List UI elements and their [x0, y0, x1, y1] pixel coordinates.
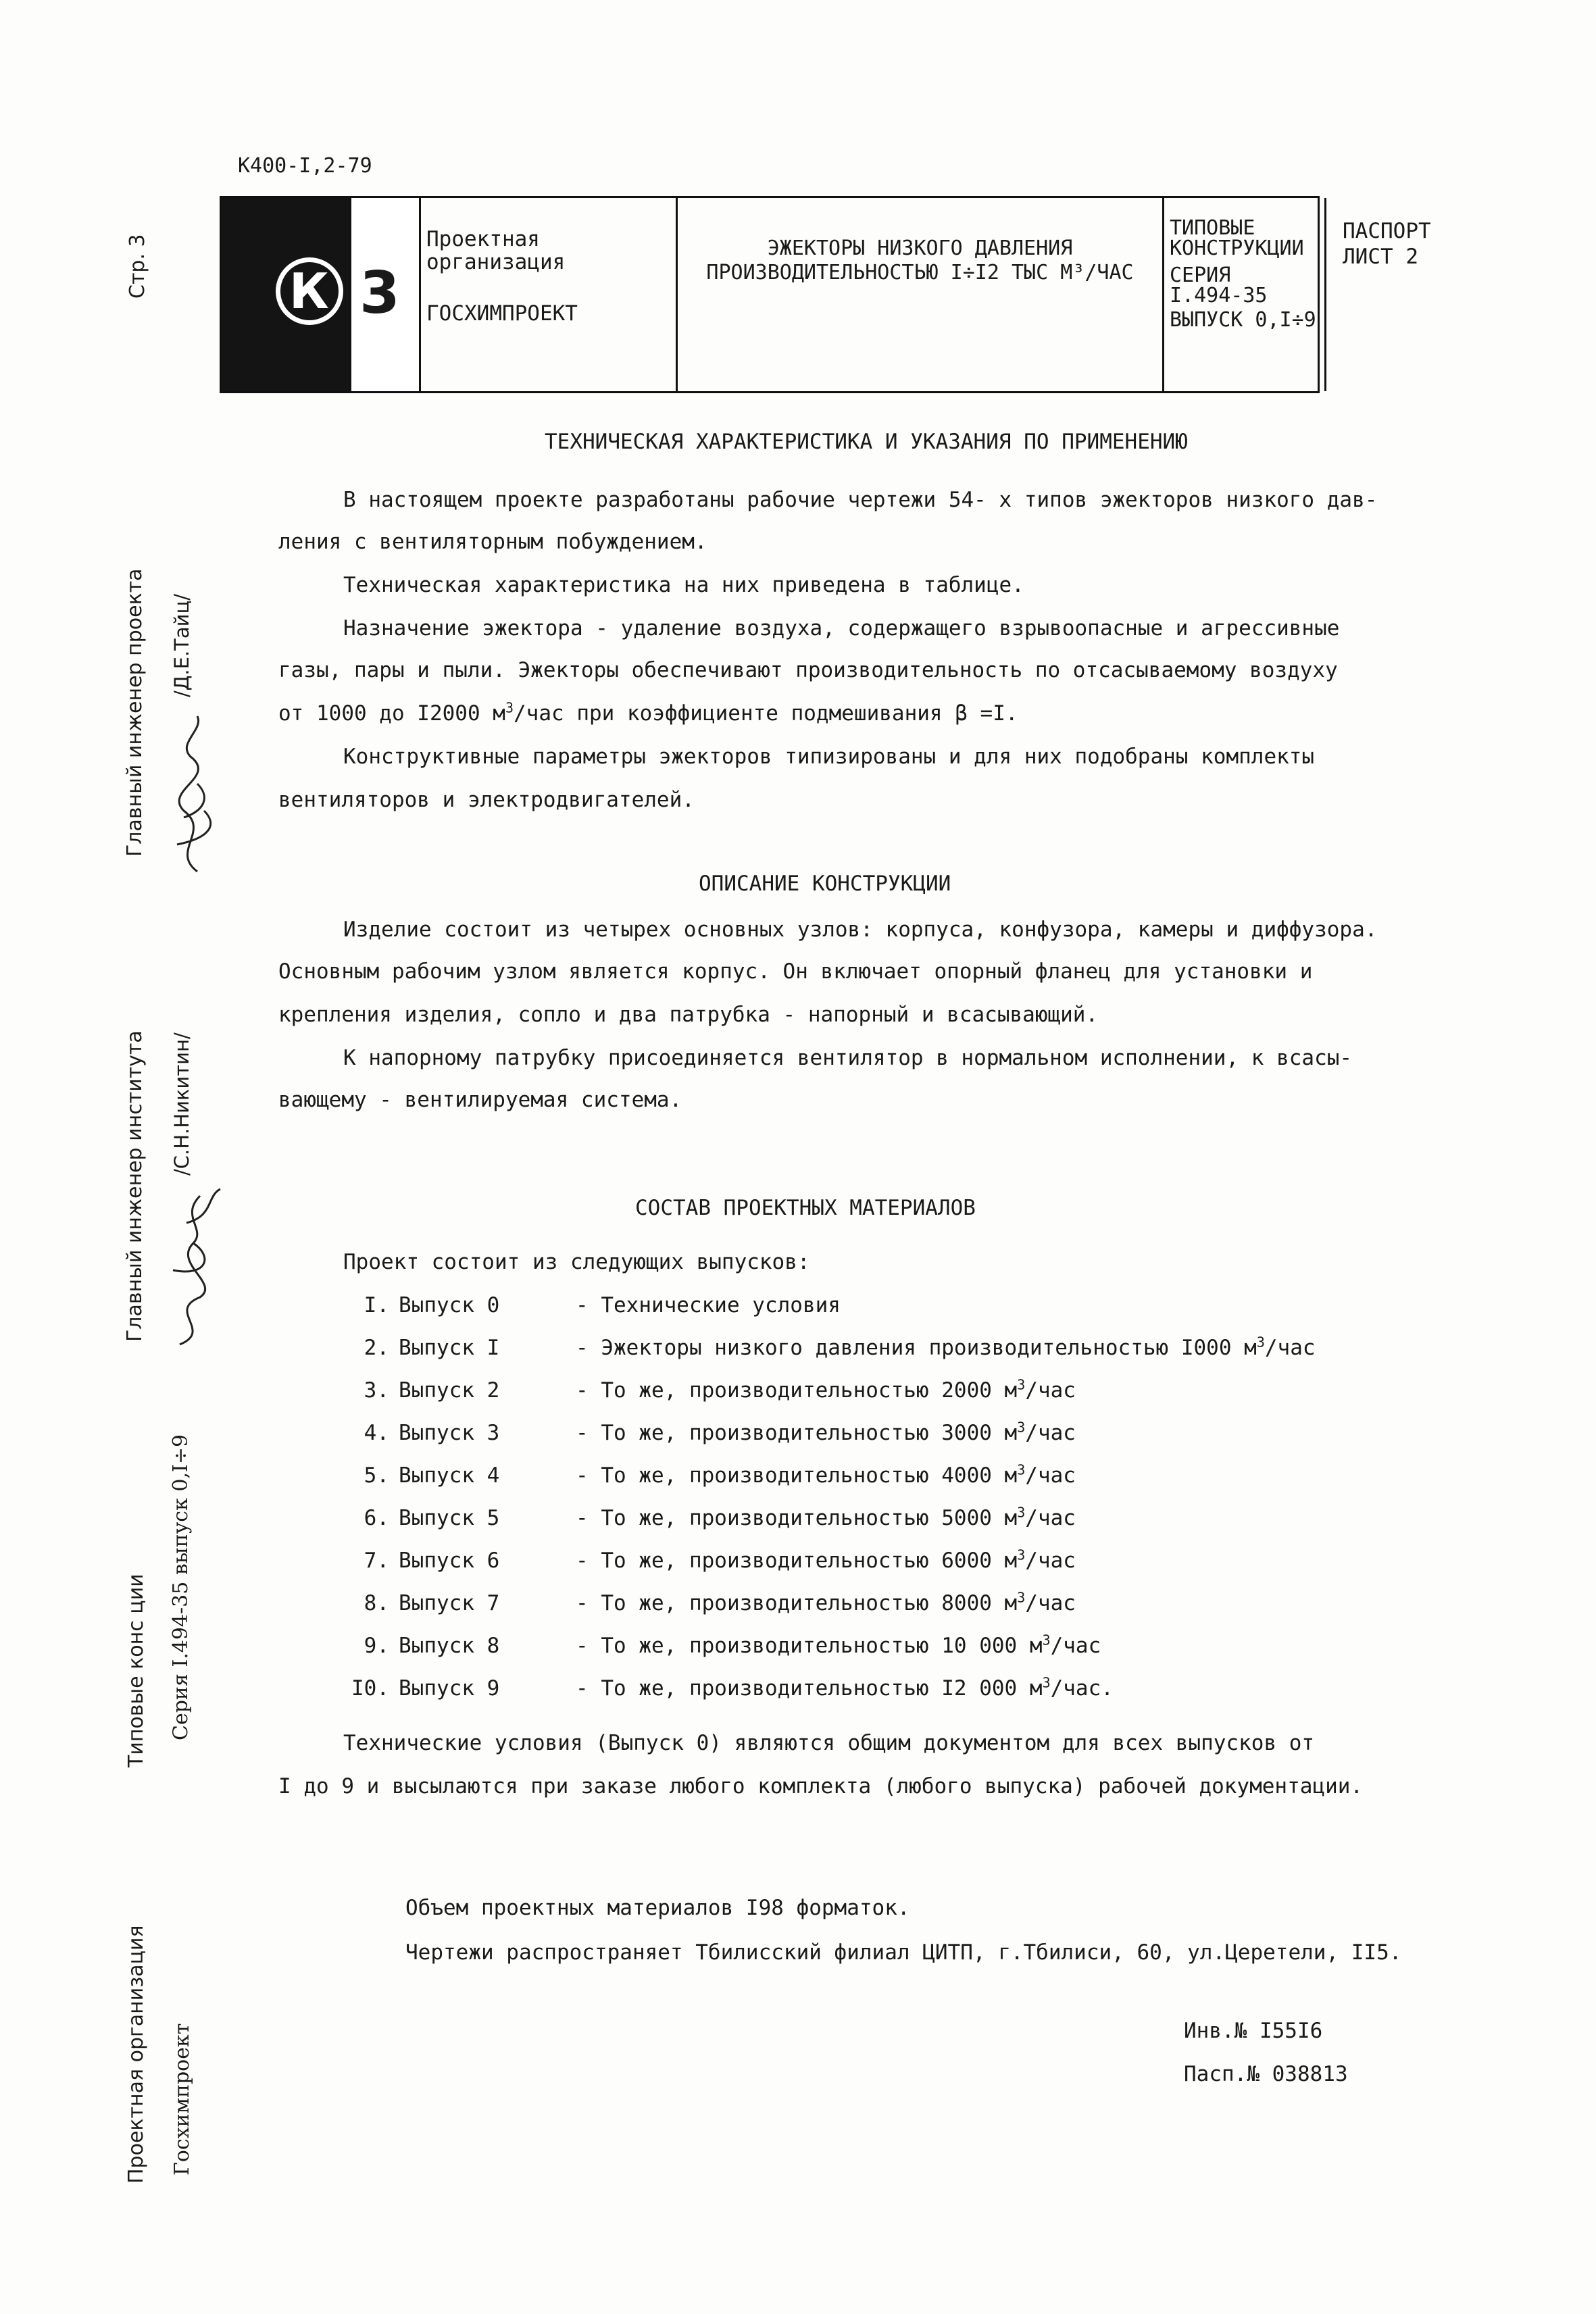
paragraph-line: Конструктивные параметры эжекторов типизированы и для них подобраны комплекты [343, 745, 1315, 769]
series-line-4: I.494-35 [1170, 284, 1268, 307]
paragraph-line: вающему - вентилируемая система. [278, 1088, 682, 1112]
typical-constructions-label: Типовые конс ции [124, 1574, 148, 1767]
logo-letter: К [289, 263, 329, 320]
item-description: - Эжекторы низкого давления производительностью I000 м [576, 1336, 1257, 1360]
section-heading-characteristics: ТЕХНИЧЕСКАЯ ХАРАКТЕРИСТИКА И УКАЗАНИЯ ПО ПРИМЕНЕНИЮ [545, 430, 1188, 454]
list-intro: Проект состоит из следующих выпусков: [343, 1250, 810, 1274]
title-line-1: ЭЖЕКТОРЫ НИЗКОГО ДАВЛЕНИЯ [767, 236, 1073, 260]
note-line: Технические условия (Выпуск 0) являются общим документом для всех выпусков от [343, 1731, 1315, 1755]
item-unit-tail: /час [1264, 1336, 1316, 1360]
list-item [332, 1546, 1076, 1573]
item-issue: Выпуск 2 [399, 1378, 500, 1403]
item-number: 4. [364, 1421, 389, 1445]
title-line-2: ПРОИЗВОДИТЕЛЬНОСТЬЮ I÷I2 ТЫС М³/ЧАС [706, 261, 1134, 284]
item-description: - То же, производительностью 5000 м [576, 1506, 1018, 1530]
item-description: - То же, производительностью 6000 м [576, 1549, 1018, 1573]
item-number: 2. [364, 1336, 389, 1360]
signature-project [157, 703, 231, 878]
series-cell [1162, 198, 1324, 391]
signature-institute [153, 1176, 227, 1351]
item-unit-exponent: 3 [1256, 1334, 1265, 1351]
list-item [332, 1336, 1316, 1360]
item-issue: Выпуск 5 [399, 1506, 500, 1530]
item-number: 3. [364, 1378, 389, 1403]
item-number: I0. [351, 1676, 389, 1701]
paragraph-line: газы, пары и пыли. Эжекторы обеспечивают производительность по отсасываемому воздуху [278, 658, 1338, 682]
item-description: - То же, производительностью I2 000 м [576, 1676, 1043, 1701]
sheet-number: ЛИСТ 2 [1343, 245, 1418, 269]
org-label: Проектная организация [426, 227, 566, 274]
item-unit-tail: /час [1025, 1463, 1076, 1488]
item-issue: Выпуск 7 [399, 1591, 500, 1615]
sheet-type: ПАСПОРТ [1343, 219, 1431, 243]
item-description: - Технические условия [576, 1293, 841, 1317]
item-unit-exponent: 3 [1017, 1589, 1026, 1606]
paragraph-line: Основным рабочим узлом является корпус. Он включает опорный фланец для установки и [278, 959, 1313, 984]
passport-number: Пасп.№ 038813 [1184, 2062, 1348, 2086]
chief-engineer-institute-label: Главный инженер института [123, 1030, 147, 1342]
item-description: - То же, производительностью 10 000 м [576, 1634, 1043, 1658]
logo-number-cell [349, 198, 419, 391]
note-line: I до 9 и высылаются при заказе любого комплекта (любого выпуска) рабочей документации. [278, 1774, 1364, 1799]
item-unit-tail: /час [1025, 1421, 1076, 1445]
item-unit-tail: /час [1050, 1634, 1101, 1658]
item-number: 8. [364, 1591, 389, 1615]
item-unit-exponent: 3 [1042, 1632, 1051, 1649]
item-number: 9. [364, 1634, 389, 1658]
item-number: 7. [364, 1549, 389, 1573]
item-issue: Выпуск 3 [399, 1421, 500, 1445]
paragraph-line: Техническая характеристика на них приведена в таблице. [343, 573, 1024, 597]
item-unit-exponent: 3 [1017, 1504, 1026, 1521]
item-number: 6. [364, 1506, 389, 1530]
item-unit-tail: /час [1025, 1506, 1076, 1530]
org-name: ГОСХИМПРОЕКТ [426, 301, 578, 326]
list-item [332, 1293, 841, 1317]
list-item [332, 1676, 1114, 1701]
document-code: К400-I,2-79 [238, 154, 372, 178]
list-item [332, 1463, 1076, 1488]
paragraph-line: ления с вентиляторным побуждением. [278, 530, 707, 554]
paragraph-line: Изделие состоит из четырех основных узлов: корпуса, конфузора, камеры и диффузора. [343, 917, 1378, 942]
title-block [220, 196, 1431, 393]
list-item [332, 1634, 1101, 1658]
section-heading-materials: СОСТАВ ПРОЕКТНЫХ МАТЕРИАЛОВ [635, 1196, 976, 1220]
item-unit-exponent: 3 [1017, 1376, 1026, 1393]
logo-number: 3 [359, 259, 400, 327]
item-issue: Выпуск 4 [399, 1463, 500, 1488]
sheet-cell [1324, 198, 1491, 391]
page-number: Стр. 3 [126, 234, 149, 299]
item-unit-tail: /час [1025, 1549, 1076, 1573]
chief-engineer-institute-name: /С.Н.Никитин/ [170, 1032, 193, 1176]
item-description: - То же, производительностью 2000 м [576, 1378, 1018, 1403]
chief-engineer-project-label: Главный инженер проекта [123, 568, 147, 857]
inventory-number: Инв.№ I55I6 [1184, 2019, 1323, 2043]
item-unit-exponent: 3 [1017, 1461, 1026, 1478]
design-org-label: Проектная организация [124, 1925, 148, 2184]
section-heading-construction: ОПИСАНИЕ КОНСТРУКЦИИ [699, 872, 951, 896]
list-item [332, 1506, 1076, 1530]
item-unit-exponent: 3 [1042, 1674, 1051, 1691]
paragraph-line: вентиляторов и электродвигателей. [278, 788, 695, 812]
paragraph-line: В настоящем проекте разработаны рабочие чертежи 54- х типов эжекторов низкого дав- [343, 488, 1378, 512]
design-org-name: Госхимпроект [170, 2023, 194, 2175]
distribution-note: Чертежи распространяет Тбилисский филиал ЦИТП, г.Тбилиси, 60, ул.Церетели, II5. [405, 1940, 1402, 1965]
paragraph-line: от 1000 до I2000 $м^3$/час при коэффициенте подмешивания β =I. [278, 699, 1018, 726]
item-number: I. [364, 1293, 389, 1317]
item-unit-exponent: 3 [1017, 1546, 1026, 1563]
item-issue: Выпуск 0 [399, 1293, 500, 1317]
item-unit-tail: /час. [1050, 1676, 1114, 1701]
item-issue: Выпуск 9 [399, 1676, 500, 1701]
item-issue: Выпуск 8 [399, 1634, 500, 1658]
list-item [332, 1591, 1076, 1615]
org-cell [419, 198, 676, 391]
item-unit-exponent: 3 [1017, 1419, 1026, 1436]
item-unit-tail: /час [1025, 1378, 1076, 1403]
item-description: - То же, производительностью 4000 м [576, 1463, 1018, 1488]
item-description: - То же, производительностью 3000 м [576, 1421, 1018, 1445]
item-unit-tail: /час [1025, 1591, 1076, 1615]
item-description: - То же, производительностью 8000 м [576, 1591, 1018, 1615]
series-line-2: КОНСТРУКЦИИ [1170, 236, 1304, 260]
paragraph-line: Назначение эжектора - удаление воздуха, содержащего взрывоопасные и агрессивные [343, 616, 1340, 640]
series-line-3: СЕРИЯ [1170, 263, 1231, 287]
title-cell [676, 198, 1162, 391]
series-margin-label: Серия I.494-35 выпуск 0,I÷9 [169, 1434, 193, 1740]
item-number: 5. [364, 1463, 389, 1488]
series-line-5: ВЫПУСК 0,I÷9 [1170, 308, 1316, 332]
item-issue: Выпуск I [399, 1336, 500, 1360]
chief-engineer-project-name: /Д.Е.Тайц/ [170, 593, 193, 697]
paragraph-line: К напорному патрубку присоединяется вентилятор в нормальном исполнении, к всасы- [343, 1046, 1353, 1070]
list-item [332, 1378, 1076, 1403]
volume-note: Объем проектных материалов I98 форматок. [405, 1896, 910, 1920]
paragraph-line: крепления изделия, сопло и два патрубка - напорный и всасывающий. [278, 1003, 1099, 1027]
item-issue: Выпуск 6 [399, 1549, 500, 1573]
list-item [332, 1421, 1076, 1445]
series-line-1: ТИПОВЫЕ [1170, 216, 1255, 240]
